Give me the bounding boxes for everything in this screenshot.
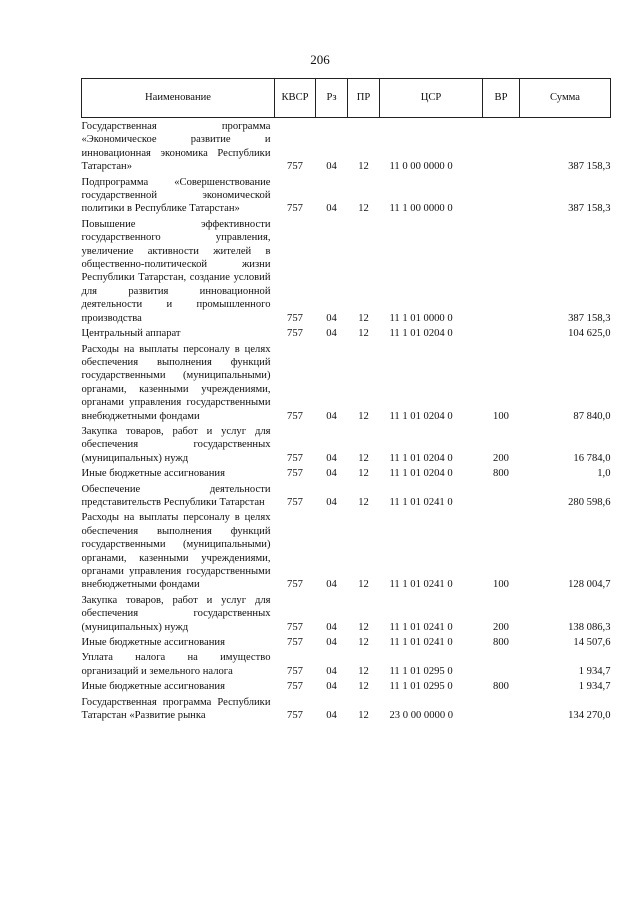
row-csr: 11 0 00 0000 0 [389, 161, 453, 173]
row-kvsr: 757 [287, 452, 303, 464]
row-vr: 800 [493, 468, 509, 480]
row-pr: 12 [358, 681, 369, 693]
row-kvsr: 757 [287, 312, 303, 324]
row-sum: 387 158,3 [568, 161, 611, 173]
row-kvsr: 757 [287, 328, 303, 340]
row-rz: 04 [326, 468, 337, 480]
row-pr: 12 [358, 496, 369, 508]
row-sum: 138 086,3 [568, 621, 611, 633]
row-name: Уплата налога на имущество организаций и земельного налога [81, 652, 271, 677]
row-csr: 11 1 01 0204 0 [389, 410, 453, 422]
row-sum: 1 934,7 [578, 665, 611, 677]
row-vr: 100 [493, 410, 509, 422]
table-row [82, 118, 611, 174]
row-vr [483, 118, 520, 174]
row-name: Закупка товаров, работ и услуг для обеспечения государственных (муниципальных) нужд [81, 425, 271, 464]
row-name: Центральный аппарат [81, 328, 181, 340]
row-pr: 12 [358, 468, 369, 480]
row-name: Расходы на выплаты персоналу в целях обеспечения выполнения функций государственными (муниципальными) органами, казенными учреждениями, органами управления государственными внебюджетными фондами [81, 512, 271, 591]
row-pr: 12 [358, 621, 369, 633]
row-kvsr: 757 [287, 410, 303, 422]
table-row [82, 174, 611, 216]
row-rz: 04 [326, 621, 337, 633]
row-rz: 04 [326, 637, 337, 649]
row-sum: 128 004,7 [568, 579, 611, 591]
row-sum: 104 625,0 [568, 328, 611, 340]
row-vr [483, 216, 520, 325]
row-pr: 12 [358, 637, 369, 649]
table-row [82, 678, 611, 693]
row-name: Закупка товаров, работ и услуг для обеспечения государственных (муниципальных) нужд [81, 594, 271, 633]
row-vr [483, 649, 520, 678]
header-row [82, 79, 611, 118]
row-name: Обеспечение деятельности представительств Республики Татарстан [81, 483, 271, 508]
row-sum: 87 840,0 [573, 410, 611, 422]
header-kvsr: КВСР [275, 79, 316, 118]
row-name: Иные бюджетные ассигнования [81, 681, 225, 693]
header-csr: ЦСР [380, 79, 483, 118]
table-row [82, 465, 611, 480]
row-sum: 280 598,6 [568, 496, 611, 508]
table-row [82, 592, 611, 634]
row-csr: 11 1 00 0000 0 [389, 203, 453, 215]
row-sum: 387 158,3 [568, 312, 611, 324]
row-name: Подпрограмма «Совершенствование государственной экономической политики в Республике Татарстан» [81, 176, 271, 215]
header-pr: ПР [348, 79, 380, 118]
row-pr: 12 [358, 161, 369, 173]
row-vr: 100 [493, 579, 509, 591]
row-kvsr: 757 [287, 203, 303, 215]
row-pr: 12 [358, 312, 369, 324]
row-name: Государственная программа Республики Татарстан «Развитие рынка [81, 696, 271, 722]
row-name: Иные бюджетные ассигнования [81, 468, 225, 480]
row-csr: 23 0 00 0000 0 [389, 710, 454, 722]
header-vr: ВР [483, 79, 520, 118]
row-kvsr: 757 [287, 710, 303, 722]
row-rz: 04 [326, 161, 337, 173]
row-kvsr: 757 [287, 579, 303, 591]
row-name: Государственная программа «Экономическое развитие и инновационная экономика Республики Татарстан» [81, 121, 271, 173]
row-name: Иные бюджетные ассигнования [81, 637, 225, 649]
row-csr: 11 1 01 0000 0 [389, 312, 453, 324]
row-rz: 04 [326, 203, 337, 215]
row-vr [483, 481, 520, 510]
header-sum: Сумма [520, 79, 611, 118]
table-row [82, 634, 611, 649]
row-pr: 12 [358, 710, 369, 722]
row-sum: 1 934,7 [578, 681, 611, 693]
row-rz: 04 [326, 496, 337, 508]
row-rz: 04 [326, 452, 337, 464]
row-sum: 387 158,3 [568, 203, 611, 215]
row-csr: 11 1 01 0204 0 [389, 468, 453, 480]
row-csr: 11 1 01 0241 0 [389, 496, 453, 508]
row-kvsr: 757 [287, 681, 303, 693]
header-rz: Рз [316, 79, 348, 118]
budget-table [81, 78, 611, 722]
row-kvsr: 757 [287, 637, 303, 649]
row-vr [483, 174, 520, 216]
row-kvsr: 757 [287, 621, 303, 633]
row-pr: 12 [358, 579, 369, 591]
row-kvsr: 757 [287, 665, 303, 677]
table-row [82, 509, 611, 591]
row-vr [483, 325, 520, 340]
row-pr: 12 [358, 665, 369, 677]
row-csr: 11 1 01 0241 0 [389, 637, 453, 649]
row-csr: 11 1 01 0241 0 [389, 621, 453, 633]
row-csr: 11 1 01 0204 0 [389, 452, 453, 464]
row-csr: 11 1 01 0295 0 [389, 665, 453, 677]
page-number: 206 [310, 52, 330, 67]
row-kvsr: 757 [287, 161, 303, 173]
row-name: Повышение эффективности государственного управления, увеличение активности жителей в общественно-политической жизни Республики Татарстан, создание условий для развития инновационной деятельности и промышленного производства [81, 218, 271, 324]
row-kvsr: 757 [287, 468, 303, 480]
row-vr: 800 [493, 681, 509, 693]
row-vr: 800 [493, 637, 509, 649]
row-rz: 04 [326, 410, 337, 422]
row-rz: 04 [326, 579, 337, 591]
row-rz: 04 [326, 681, 337, 693]
row-rz: 04 [326, 328, 337, 340]
row-kvsr: 757 [287, 496, 303, 508]
row-sum: 14 507,6 [573, 637, 611, 649]
row-rz: 04 [326, 665, 337, 677]
table-row [82, 649, 611, 678]
row-name: Расходы на выплаты персоналу в целях обеспечения выполнения функций государственными (муниципальными) органами, казенными учреждениями, органами управления государственными внебюджетными фондами [81, 343, 271, 422]
row-vr [483, 694, 520, 723]
row-csr: 11 1 01 0204 0 [389, 328, 453, 340]
row-vr: 200 [493, 452, 509, 464]
table-row [82, 481, 611, 510]
row-sum: 1,0 [597, 468, 611, 480]
row-pr: 12 [358, 328, 369, 340]
header-name: Наименование [82, 79, 275, 118]
row-rz: 04 [326, 710, 337, 722]
row-csr: 11 1 01 0241 0 [389, 579, 453, 591]
row-sum: 16 784,0 [573, 452, 611, 464]
row-pr: 12 [358, 452, 369, 464]
table-row [82, 423, 611, 465]
row-rz: 04 [326, 312, 337, 324]
row-sum: 134 270,0 [568, 710, 611, 722]
table-row [82, 341, 611, 423]
row-csr: 11 1 01 0295 0 [389, 681, 453, 693]
row-vr: 200 [493, 621, 509, 633]
table-row [82, 694, 611, 723]
table-row [82, 216, 611, 325]
row-pr: 12 [358, 203, 369, 215]
table-row [82, 325, 611, 340]
row-pr: 12 [358, 410, 369, 422]
